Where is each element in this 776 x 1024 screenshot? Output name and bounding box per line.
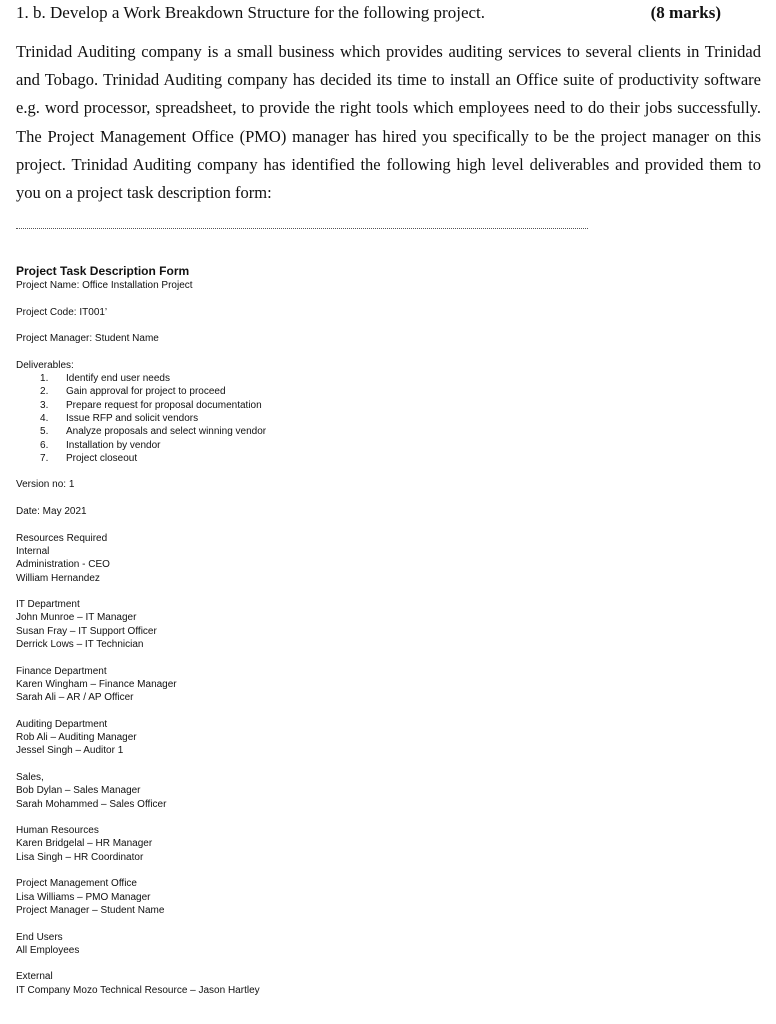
deliverable-item: Gain approval for project to proceed [66,386,226,398]
group-name: Sales, [16,771,44,783]
group-member: Jessel Singh – Auditor 1 [16,745,124,757]
resources-label: Resources Required [16,532,108,544]
group-member: Susan Fray – IT Support Officer [16,625,157,637]
question-heading [16,2,761,24]
form-date: Date: May 2021 [16,506,87,518]
group-member: Lisa Singh – HR Coordinator [16,851,144,863]
deliverables-section [16,359,756,465]
group-name: Administration - CEO [16,559,110,571]
group-name: IT Department [16,599,80,611]
group-member: Sarah Mohammed – Sales Officer [16,798,167,810]
deliverables-list [16,372,756,465]
resources-it-group [16,598,756,651]
project-task-description-form [16,263,756,997]
deliverable-item: Identify end user needs [66,373,170,385]
deliverable-item: Issue RFP and solicit vendors [66,412,199,424]
resources-hr-group [16,824,756,864]
group-member: All Employees [16,944,80,956]
deliverable-item: Analyze proposals and select winning vendor [66,426,267,438]
group-member: William Hernandez [16,572,100,584]
deliverables-label: Deliverables: [16,359,74,371]
project-manager: Project Manager: Student Name [16,333,159,345]
group-member: Karen Wingham – Finance Manager [16,678,177,690]
resources-sales-group [16,771,756,811]
group-member: Project Manager – Student Name [16,904,165,916]
group-name: End Users [16,931,63,943]
group-name: Project Management Office [16,878,137,890]
group-member: John Munroe – IT Manager [16,612,137,624]
resources-external-group [16,970,756,997]
deliverable-item: Installation by vendor [66,439,161,451]
question-paragraph: Trinidad Auditing company is a small business which provides auditing services to several clients in Trinidad and Tobago. Trinidad Auditing company has decided its time to install an Office suite of productivity software e.g. word processor, spreadsheet, to provide the right tools which employees need to do their jobs successfully. The Project Management Office (PMO) manager has hired you specifically to be the project manager on this project. Trinidad Auditing company has identified the following high level deliverables and provided them to you on a project task description form: [16,42,761,203]
group-name: Auditing Department [16,718,108,730]
project-name: Project Name: Office Installation Project [16,280,193,291]
external-label: External [16,971,53,983]
deliverable-item: Project closeout [66,452,138,464]
group-member: Bob Dylan – Sales Manager [16,785,141,797]
resources-auditing-group [16,718,756,758]
dotted-separator [16,228,588,229]
group-member: Karen Bridgelal – HR Manager [16,838,153,850]
version-number: Version no: 1 [16,479,75,491]
question-title: 1. b. Develop a Work Breakdown Structure for the following project. [16,3,486,22]
resources-end-users-group [16,931,756,958]
resources-finance-group [16,665,756,705]
form-title: Project Task Description Form [16,264,190,278]
internal-label: Internal [16,545,50,557]
group-member: Sarah Ali – AR / AP Officer [16,692,134,704]
project-code: Project Code: IT001’ [16,306,108,318]
external-member: IT Company Mozo Technical Resource – Jason Hartley [16,984,260,996]
group-member: Rob Ali – Auditing Manager [16,732,137,744]
group-member: Derrick Lows – IT Technician [16,639,144,651]
group-name: Finance Department [16,665,107,677]
marks-label: (8 marks) [650,3,721,22]
resources-pmo-group [16,877,756,917]
group-name: Human Resources [16,825,99,837]
resources-admin-group [16,532,756,585]
deliverable-item: Prepare request for proposal documentation [66,399,262,411]
group-member: Lisa Williams – PMO Manager [16,891,151,903]
